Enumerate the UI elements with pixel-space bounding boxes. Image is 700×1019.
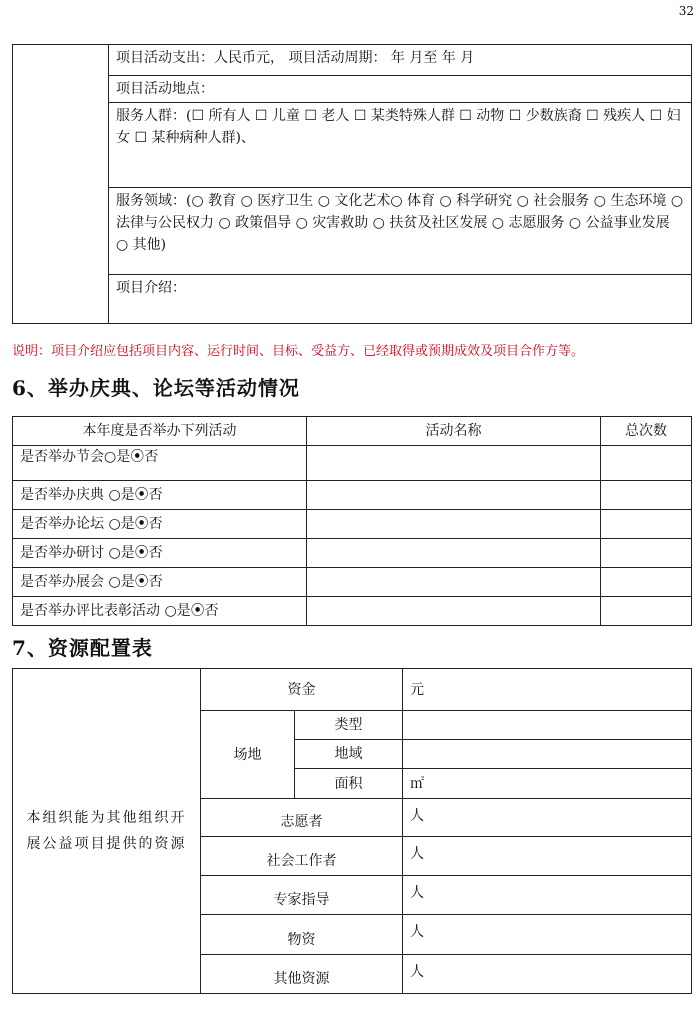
funds-label: 资金 [201,669,403,711]
section7-title: 7、资源配置表 [12,636,153,660]
project-intro-field[interactable]: 项目介绍： [109,275,692,324]
materials-field[interactable]: 人 [403,915,692,955]
activities-header-question: 本年度是否举办下列活动 [13,417,307,446]
materials-label: 物资 [201,915,403,955]
project-note: 说明：项目介绍应包括项目内容、运行时间、目标、受益方、已经取得或预期成效及项目合作方等。 [12,344,585,359]
venue-type-field[interactable] [403,711,692,740]
activity-question[interactable]: 是否举办节会○是⦿否 [13,446,307,481]
activity-question[interactable]: 是否举办研讨 ○是⦿否 [13,539,307,568]
venue-label: 场地 [201,711,295,799]
project-expense-field[interactable]: 项目活动支出：人民币元， 项目活动周期： 年 月至 年 月 [109,45,692,76]
activity-name-field[interactable] [307,597,601,626]
activity-name-field[interactable] [307,446,601,481]
activity-count-field[interactable] [601,481,692,510]
resource-left-label: 本组织能为其他组织开展公益项目提供的资源 [13,669,201,994]
service-field-field[interactable]: 服务领域：(○ 教育 ○ 医疗卫生 ○ 文化艺术○ 体育 ○ 科学研究 ○ 社会服务 ○ 生态环境 ○ 法律与公民权力 ○ 政策倡导 ○ 灾害救助 ○ 扶贫及社区发展 ○ 志愿服务 ○ 公益事业发展 ○ 其他) [109,188,692,275]
activity-name-field[interactable] [307,539,601,568]
venue-type-label: 类型 [295,711,403,740]
resource-table [12,668,692,994]
venue-area-label: 面积 [295,769,403,799]
other-resources-field[interactable]: 人 [403,955,692,994]
project-location-field[interactable]: 项目活动地点： [109,76,692,103]
other-resources-label: 其他资源 [201,955,403,994]
social-worker-field[interactable]: 人 [403,837,692,876]
activity-count-field[interactable] [601,510,692,539]
activity-count-field[interactable] [601,539,692,568]
project-left-cell [13,45,109,324]
volunteer-label: 志愿者 [201,799,403,837]
activities-header-count: 总次数 [601,417,692,446]
activity-question[interactable]: 是否举办展会 ○是⦿否 [13,568,307,597]
venue-region-field[interactable] [403,740,692,769]
service-people-field[interactable]: 服务人群：(☐ 所有人 ☐ 儿童 ☐ 老人 ☐ 某类特殊人群 ☐ 动物 ☐ 少数族裔 ☐ 残疾人 ☐ 妇女 ☐ 某种病种人群)、 [109,103,692,188]
expert-label: 专家指导 [201,876,403,915]
volunteer-field[interactable]: 人 [403,799,692,837]
expert-field[interactable]: 人 [403,876,692,915]
activity-count-field[interactable] [601,597,692,626]
activity-name-field[interactable] [307,510,601,539]
activities-header-name: 活动名称 [307,417,601,446]
activity-name-field[interactable] [307,481,601,510]
activity-count-field[interactable] [601,568,692,597]
activity-question[interactable]: 是否举办评比表彰活动 ○是⦿否 [13,597,307,626]
funds-unit-field[interactable]: 元 [403,669,692,711]
activity-count-field[interactable] [601,446,692,481]
social-worker-label: 社会工作者 [201,837,403,876]
activity-question[interactable]: 是否举办论坛 ○是⦿否 [13,510,307,539]
page-number: 32 [678,4,694,18]
activity-name-field[interactable] [307,568,601,597]
activities-table [12,416,692,626]
venue-area-field[interactable]: ㎡ [403,769,692,799]
activity-question[interactable]: 是否举办庆典 ○是⦿否 [13,481,307,510]
section6-title: 6、举办庆典、论坛等活动情况 [12,376,300,400]
venue-region-label: 地域 [295,740,403,769]
project-table [12,44,692,324]
